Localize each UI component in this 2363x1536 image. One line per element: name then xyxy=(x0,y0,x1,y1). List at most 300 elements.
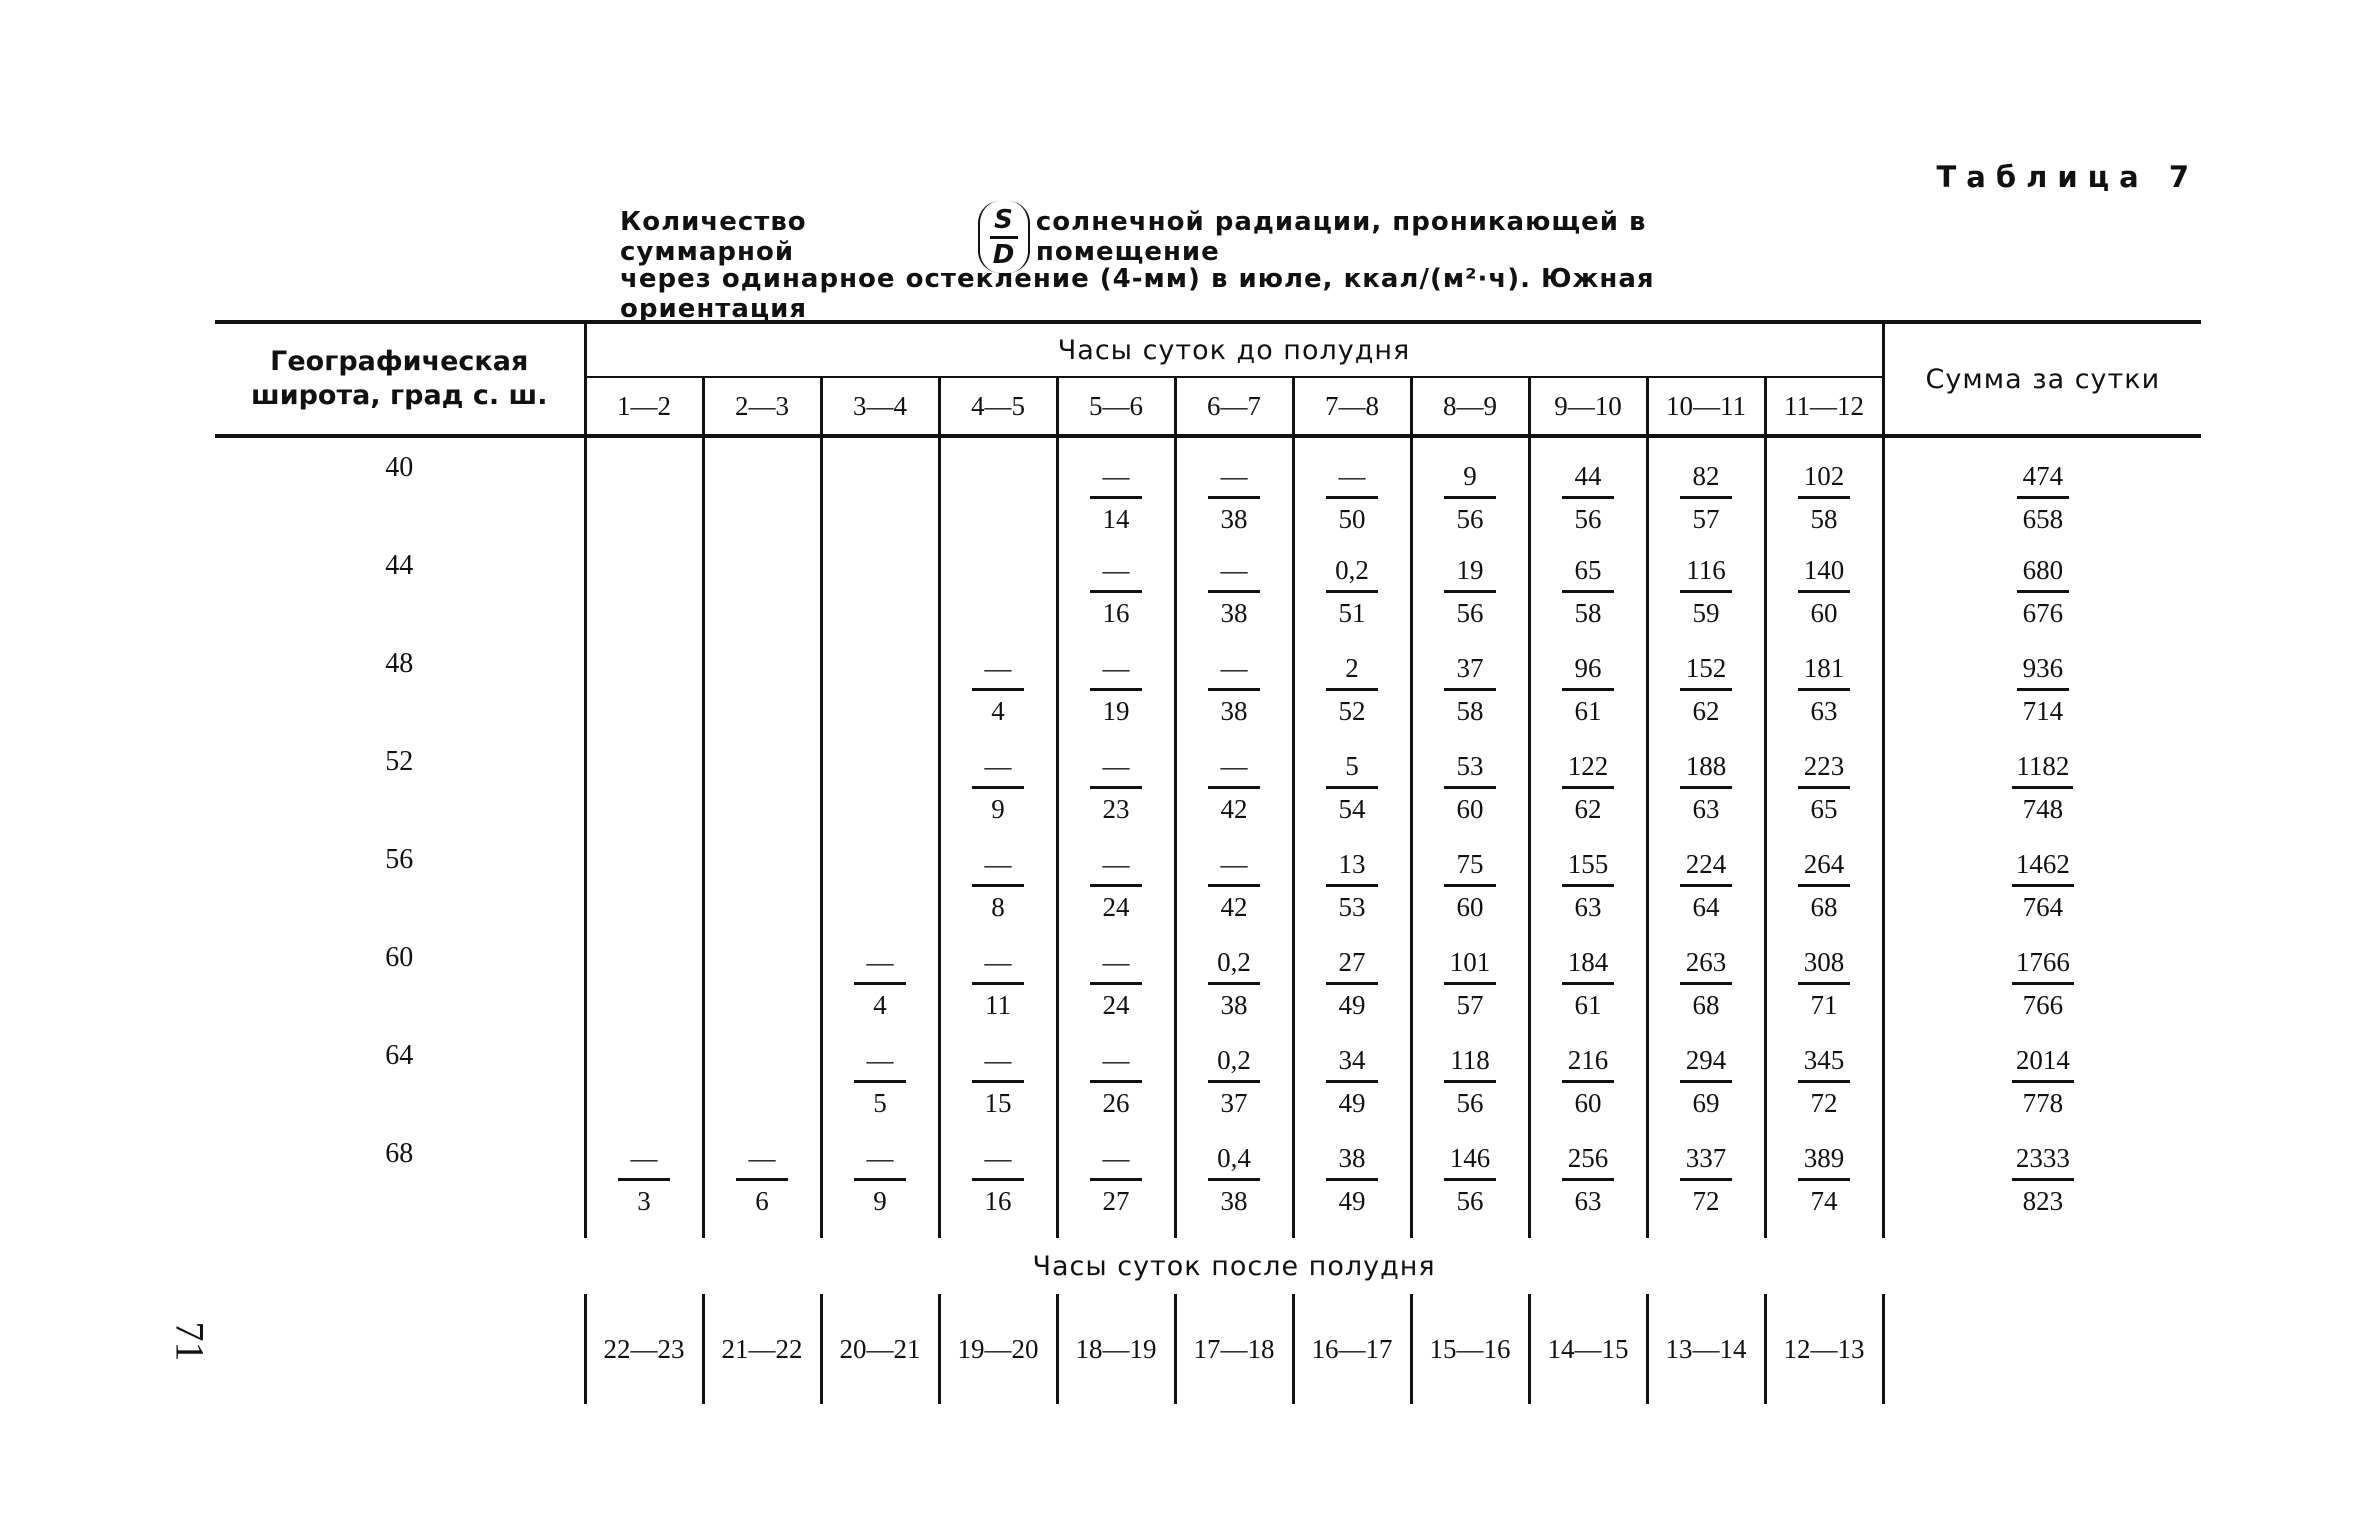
value-s: 19 xyxy=(1444,550,1496,593)
value-d: 4 xyxy=(991,695,1005,726)
value-d: 58 xyxy=(1810,503,1838,534)
sum-fraction xyxy=(2012,1040,2074,1123)
caption-line1-before: Количество суммарной xyxy=(620,207,807,267)
value-s: 308 xyxy=(1798,942,1850,985)
value-d: 68 xyxy=(1692,989,1720,1020)
hour-after-cell: 14—15 xyxy=(1529,1294,1647,1404)
value-cell xyxy=(1175,738,1293,836)
value-s: — xyxy=(1090,942,1142,985)
table-row xyxy=(215,436,2201,542)
value-cell xyxy=(1411,836,1529,934)
value-cell xyxy=(1529,738,1647,836)
value-d: 51 xyxy=(1338,597,1366,628)
value-d: 56 xyxy=(1456,597,1484,628)
value-s: 184 xyxy=(1562,942,1614,985)
value-s: — xyxy=(1326,456,1378,499)
sum-s: 1462 xyxy=(2012,844,2074,887)
value-cell xyxy=(1765,1032,1883,1130)
value-cell xyxy=(939,640,1057,738)
value-fraction xyxy=(1326,746,1378,829)
latitude-cell: 60 xyxy=(385,942,414,973)
value-s: 345 xyxy=(1798,1040,1850,1083)
value-d: 60 xyxy=(1810,597,1838,628)
value-cell xyxy=(1411,436,1529,542)
value-d: 56 xyxy=(1456,503,1484,534)
value-fraction xyxy=(1680,550,1732,633)
after-noon-header: Часы суток после полудня xyxy=(1032,1250,1436,1282)
value-fraction xyxy=(972,1040,1024,1123)
value-s: — xyxy=(854,1138,906,1181)
hour-after-cell: 18—19 xyxy=(1057,1294,1175,1404)
value-s: 294 xyxy=(1680,1040,1732,1083)
caption-fraction-numerator: S xyxy=(990,204,1018,239)
value-cell xyxy=(1529,934,1647,1032)
table-row xyxy=(215,738,2201,836)
value-cell xyxy=(1293,640,1411,738)
radiation-table xyxy=(215,320,2201,1404)
value-fraction xyxy=(1090,746,1142,829)
table-row xyxy=(215,934,2201,1032)
value-fraction xyxy=(1090,942,1142,1025)
value-cell xyxy=(939,1032,1057,1130)
value-fraction xyxy=(1680,1040,1732,1123)
value-fraction xyxy=(854,942,906,1025)
value-d: 74 xyxy=(1810,1185,1838,1216)
table-row xyxy=(215,836,2201,934)
value-cell xyxy=(821,934,939,1032)
hour-after-cell: 13—14 xyxy=(1647,1294,1765,1404)
value-fraction xyxy=(1208,456,1260,539)
value-fraction xyxy=(736,1138,788,1221)
value-cell xyxy=(703,640,821,738)
value-d: 27 xyxy=(1102,1185,1130,1216)
value-cell xyxy=(1765,640,1883,738)
value-cell xyxy=(1175,1032,1293,1130)
value-d: 63 xyxy=(1574,891,1602,922)
value-cell xyxy=(1057,542,1175,640)
value-fraction xyxy=(1326,550,1378,633)
value-fraction xyxy=(1562,1040,1614,1123)
value-d: 37 xyxy=(1220,1087,1248,1118)
latitude-cell: 68 xyxy=(385,1138,414,1169)
value-d: 42 xyxy=(1220,891,1248,922)
value-d: 14 xyxy=(1102,503,1130,534)
value-cell xyxy=(821,836,939,934)
value-cell xyxy=(821,1130,939,1238)
value-d: 42 xyxy=(1220,793,1248,824)
value-fraction xyxy=(1444,1040,1496,1123)
sum-fraction xyxy=(2012,942,2074,1025)
value-s: 27 xyxy=(1326,942,1378,985)
value-s: 181 xyxy=(1798,648,1850,691)
hour-after-cell: 19—20 xyxy=(939,1294,1057,1404)
hour-after-cell: 22—23 xyxy=(585,1294,703,1404)
table-row xyxy=(215,542,2201,640)
value-cell xyxy=(821,542,939,640)
value-fraction xyxy=(1326,456,1378,539)
value-cell xyxy=(1765,738,1883,836)
value-cell xyxy=(1411,542,1529,640)
value-cell xyxy=(703,1032,821,1130)
value-cell xyxy=(1293,1032,1411,1130)
value-fraction xyxy=(1208,550,1260,633)
value-s: — xyxy=(972,1040,1024,1083)
value-cell xyxy=(1765,1130,1883,1238)
value-fraction xyxy=(1680,844,1732,927)
value-fraction xyxy=(1208,844,1260,927)
value-fraction xyxy=(972,942,1024,1025)
value-cell xyxy=(1175,640,1293,738)
table-label: Таблица 7 xyxy=(1936,160,2199,194)
value-fraction xyxy=(1444,648,1496,731)
value-d: 49 xyxy=(1338,1185,1366,1216)
sum-d: 748 xyxy=(2022,793,2064,824)
value-d: 26 xyxy=(1102,1087,1130,1118)
value-cell xyxy=(1765,436,1883,542)
value-fraction xyxy=(1444,456,1496,539)
value-cell xyxy=(1647,1130,1765,1238)
value-s: 116 xyxy=(1680,550,1732,593)
value-d: 16 xyxy=(1102,597,1130,628)
value-d: 38 xyxy=(1220,597,1248,628)
value-d: 72 xyxy=(1692,1185,1720,1216)
value-cell xyxy=(939,542,1057,640)
hour-before-header: 10—11 xyxy=(1647,377,1765,436)
hour-before-header: 4—5 xyxy=(939,377,1057,436)
value-fraction xyxy=(1208,746,1260,829)
value-s: 101 xyxy=(1444,942,1496,985)
value-d: 6 xyxy=(755,1185,769,1216)
value-cell xyxy=(1293,1130,1411,1238)
value-fraction xyxy=(972,1138,1024,1221)
value-s: 0,2 xyxy=(1208,1040,1260,1083)
value-fraction xyxy=(1208,1040,1260,1123)
value-d: 69 xyxy=(1692,1087,1720,1118)
value-d: 60 xyxy=(1574,1087,1602,1118)
value-cell xyxy=(1057,436,1175,542)
value-d: 57 xyxy=(1456,989,1484,1020)
value-d: 61 xyxy=(1574,695,1602,726)
value-fraction xyxy=(1680,746,1732,829)
value-cell xyxy=(1057,738,1175,836)
value-cell xyxy=(703,836,821,934)
sum-d: 764 xyxy=(2022,891,2064,922)
value-d: 49 xyxy=(1338,989,1366,1020)
value-s: 140 xyxy=(1798,550,1850,593)
hour-before-header: 3—4 xyxy=(821,377,939,436)
value-cell xyxy=(939,934,1057,1032)
value-s: 0,2 xyxy=(1326,550,1378,593)
value-fraction xyxy=(1798,942,1850,1025)
value-cell xyxy=(1411,934,1529,1032)
value-fraction xyxy=(1326,844,1378,927)
sum-d: 676 xyxy=(2022,597,2064,628)
value-d: 58 xyxy=(1574,597,1602,628)
value-s: — xyxy=(1090,550,1142,593)
value-d: 57 xyxy=(1692,503,1720,534)
value-cell xyxy=(1647,1032,1765,1130)
value-d: 59 xyxy=(1692,597,1720,628)
latitude-cell: 52 xyxy=(385,746,414,777)
value-cell xyxy=(585,1032,703,1130)
value-fraction xyxy=(1444,844,1496,927)
value-cell xyxy=(1175,436,1293,542)
value-fraction xyxy=(1090,550,1142,633)
value-s: 5 xyxy=(1326,746,1378,789)
value-fraction xyxy=(972,746,1024,829)
value-cell xyxy=(1293,836,1411,934)
before-noon-header: Часы суток до полудня xyxy=(585,322,1883,377)
sum-d: 823 xyxy=(2022,1185,2064,1216)
sum-cell xyxy=(1883,1130,2201,1238)
value-fraction xyxy=(1326,1040,1378,1123)
sum-s: 1182 xyxy=(2012,746,2073,789)
value-s: — xyxy=(1208,456,1260,499)
hour-after-cell: 17—18 xyxy=(1175,1294,1293,1404)
value-d: 49 xyxy=(1338,1087,1366,1118)
value-d: 56 xyxy=(1574,503,1602,534)
hour-before-header: 6—7 xyxy=(1175,377,1293,436)
value-s: 13 xyxy=(1326,844,1378,887)
value-cell xyxy=(585,542,703,640)
value-s: — xyxy=(972,648,1024,691)
value-d: 38 xyxy=(1220,989,1248,1020)
value-s: — xyxy=(972,746,1024,789)
value-fraction xyxy=(972,844,1024,927)
value-fraction xyxy=(1562,942,1614,1025)
value-fraction xyxy=(1798,1040,1850,1123)
value-cell xyxy=(821,1032,939,1130)
value-s: — xyxy=(736,1138,788,1181)
value-d: 68 xyxy=(1810,891,1838,922)
value-cell xyxy=(703,542,821,640)
value-fraction xyxy=(618,1138,670,1221)
value-s: 152 xyxy=(1680,648,1732,691)
caption-line2: через одинарное остекление (4-мм) в июле, ккал/(м²·ч). Южная ориентация xyxy=(620,264,1655,324)
value-cell xyxy=(1529,640,1647,738)
value-s: 0,2 xyxy=(1208,942,1260,985)
value-cell xyxy=(1647,436,1765,542)
value-cell xyxy=(703,436,821,542)
hour-before-header: 7—8 xyxy=(1293,377,1411,436)
sum-d: 658 xyxy=(2022,503,2064,534)
value-d: 24 xyxy=(1102,989,1130,1020)
value-cell xyxy=(821,640,939,738)
value-d: 9 xyxy=(873,1185,887,1216)
value-cell xyxy=(1411,640,1529,738)
value-s: — xyxy=(1090,746,1142,789)
value-fraction xyxy=(1562,746,1614,829)
value-cell xyxy=(1647,738,1765,836)
sum-s: 936 xyxy=(2017,648,2069,691)
hour-before-header: 9—10 xyxy=(1529,377,1647,436)
sum-cell xyxy=(1883,1032,2201,1130)
table-row xyxy=(215,1032,2201,1130)
value-cell xyxy=(821,738,939,836)
value-fraction xyxy=(1562,648,1614,731)
value-fraction xyxy=(1562,456,1614,539)
value-fraction xyxy=(1326,942,1378,1025)
sum-cell xyxy=(1883,436,2201,542)
value-fraction xyxy=(1444,1138,1496,1221)
sum-d: 766 xyxy=(2022,989,2064,1020)
value-d: 16 xyxy=(984,1185,1012,1216)
value-fraction xyxy=(1090,456,1142,539)
value-s: 155 xyxy=(1562,844,1614,887)
value-fraction xyxy=(1680,1138,1732,1221)
value-s: 337 xyxy=(1680,1138,1732,1181)
sum-d: 778 xyxy=(2022,1087,2064,1118)
hour-after-cell: 21—22 xyxy=(703,1294,821,1404)
sum-d: 714 xyxy=(2022,695,2064,726)
value-s: — xyxy=(1090,1138,1142,1181)
value-d: 4 xyxy=(873,989,887,1020)
value-fraction xyxy=(1208,942,1260,1025)
value-s: 389 xyxy=(1798,1138,1850,1181)
value-s: — xyxy=(972,942,1024,985)
value-cell xyxy=(1057,1032,1175,1130)
value-d: 60 xyxy=(1456,793,1484,824)
caption-fraction-denominator: D xyxy=(992,239,1016,270)
value-s: — xyxy=(1090,844,1142,887)
value-fraction xyxy=(1208,648,1260,731)
value-s: — xyxy=(1090,456,1142,499)
value-cell xyxy=(1529,1032,1647,1130)
sum-s: 2014 xyxy=(2012,1040,2074,1083)
value-d: 71 xyxy=(1810,989,1838,1020)
page-number: 71 xyxy=(167,1321,213,1362)
table-body xyxy=(215,436,2201,1238)
value-cell xyxy=(1765,934,1883,1032)
latitude-header: Географическая широта, град с. ш. xyxy=(215,322,585,436)
value-d: 56 xyxy=(1456,1185,1484,1216)
value-cell xyxy=(1175,934,1293,1032)
caption-line1-after: солнечной радиации, проникающей в помещение xyxy=(1035,207,1647,267)
value-d: 65 xyxy=(1810,793,1838,824)
value-s: 37 xyxy=(1444,648,1496,691)
value-cell xyxy=(585,1130,703,1238)
value-cell xyxy=(939,1130,1057,1238)
value-cell xyxy=(1529,436,1647,542)
value-cell xyxy=(1765,542,1883,640)
sum-cell xyxy=(1883,934,2201,1032)
value-fraction xyxy=(854,1138,906,1221)
value-d: 54 xyxy=(1338,793,1366,824)
value-d: 8 xyxy=(991,891,1005,922)
value-cell xyxy=(1411,1130,1529,1238)
value-d: 19 xyxy=(1102,695,1130,726)
value-fraction xyxy=(1798,844,1850,927)
value-fraction xyxy=(1326,648,1378,731)
value-s: 263 xyxy=(1680,942,1732,985)
value-s: 118 xyxy=(1444,1040,1496,1083)
hour-before-header: 2—3 xyxy=(703,377,821,436)
value-fraction xyxy=(1680,648,1732,731)
sum-fraction xyxy=(2012,1138,2074,1221)
value-fraction xyxy=(1090,648,1142,731)
value-fraction xyxy=(1562,1138,1614,1221)
value-d: 23 xyxy=(1102,793,1130,824)
table-row xyxy=(215,640,2201,738)
hours-after-row xyxy=(215,1294,2201,1404)
value-cell xyxy=(1647,640,1765,738)
sum-fraction xyxy=(2013,456,2073,539)
latitude-cell: 40 xyxy=(385,452,414,483)
value-d: 38 xyxy=(1220,1185,1248,1216)
value-cell xyxy=(1765,836,1883,934)
value-s: 2 xyxy=(1326,648,1378,691)
sum-fraction xyxy=(2012,844,2074,927)
value-cell xyxy=(1647,836,1765,934)
value-s: 102 xyxy=(1798,456,1850,499)
hour-after-cell: 15—16 xyxy=(1411,1294,1529,1404)
value-s: — xyxy=(1090,648,1142,691)
value-cell xyxy=(585,934,703,1032)
blank-cell xyxy=(1883,1294,2201,1404)
sum-cell xyxy=(1883,640,2201,738)
hour-before-header: 1—2 xyxy=(585,377,703,436)
value-cell xyxy=(939,738,1057,836)
caption-fraction xyxy=(978,201,1030,273)
value-s: 65 xyxy=(1562,550,1614,593)
value-cell xyxy=(1175,1130,1293,1238)
value-cell xyxy=(585,640,703,738)
table-row xyxy=(215,1130,2201,1238)
value-fraction xyxy=(1444,746,1496,829)
value-cell xyxy=(1293,436,1411,542)
value-s: — xyxy=(854,942,906,985)
value-s: 224 xyxy=(1680,844,1732,887)
value-fraction xyxy=(972,648,1024,731)
value-cell xyxy=(703,738,821,836)
value-d: 62 xyxy=(1574,793,1602,824)
value-s: 0,4 xyxy=(1208,1138,1260,1181)
value-d: 62 xyxy=(1692,695,1720,726)
hour-before-header: 5—6 xyxy=(1057,377,1175,436)
value-s: 44 xyxy=(1562,456,1614,499)
sum-fraction xyxy=(2013,648,2073,731)
hour-after-cell: 20—21 xyxy=(821,1294,939,1404)
value-s: — xyxy=(972,1138,1024,1181)
value-d: 38 xyxy=(1220,695,1248,726)
value-s: 34 xyxy=(1326,1040,1378,1083)
value-d: 72 xyxy=(1810,1087,1838,1118)
value-d: 53 xyxy=(1338,891,1366,922)
blank-cell xyxy=(215,1294,585,1404)
value-s: 256 xyxy=(1562,1138,1614,1181)
sum-fraction xyxy=(2013,550,2073,633)
value-fraction xyxy=(1798,1138,1850,1221)
value-d: 24 xyxy=(1102,891,1130,922)
value-s: 9 xyxy=(1444,456,1496,499)
value-fraction xyxy=(854,1040,906,1123)
table-caption xyxy=(620,198,1800,324)
value-fraction xyxy=(1798,456,1850,539)
value-s: — xyxy=(1208,746,1260,789)
sum-cell xyxy=(1883,738,2201,836)
hour-before-header: 11—12 xyxy=(1765,377,1883,436)
value-fraction xyxy=(1562,550,1614,633)
value-fraction xyxy=(1326,1138,1378,1221)
value-cell xyxy=(821,436,939,542)
sum-s: 1766 xyxy=(2012,942,2074,985)
value-s: 223 xyxy=(1798,746,1850,789)
value-s: 188 xyxy=(1680,746,1732,789)
value-s: 96 xyxy=(1562,648,1614,691)
value-fraction xyxy=(1090,1138,1142,1221)
value-fraction xyxy=(1680,456,1732,539)
value-cell xyxy=(585,436,703,542)
